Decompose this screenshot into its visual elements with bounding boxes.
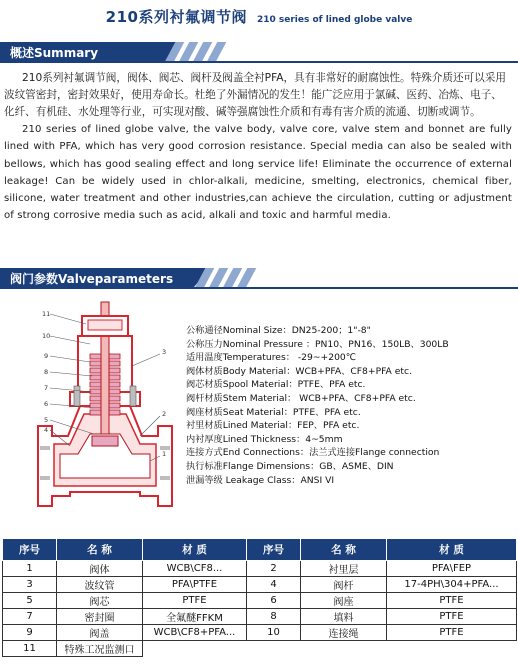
callout-label: 5 — [44, 416, 49, 424]
table-row — [3, 593, 517, 609]
cell-name: 波纹管 — [57, 577, 143, 593]
cell-no: 6 — [247, 593, 301, 609]
title-cn: 210系列衬氟调节阀 — [105, 8, 247, 26]
cell-name: 衬里层 — [301, 561, 387, 577]
col-header-name: 名 称 — [301, 539, 387, 561]
spec-end-connections: 连接方式End Connections：法兰式连接Flange connection — [186, 447, 440, 459]
cell-no: 9 — [3, 625, 57, 641]
cell-material: PTFE — [143, 593, 247, 609]
cell-name: 阀体 — [57, 561, 143, 577]
cell-material: WCB\CF8... — [143, 561, 247, 577]
cell-name: 连接绳 — [301, 625, 387, 641]
cell-material: WCB\CF8+PFA... — [143, 625, 247, 641]
summary-cn: 210系列衬氟调节阀，阀体、阀芯、阀杆及阀盖全衬PFA，具有非常好的耐腐蚀性。特殊介质还可以采用波纹管密封，密封效果好，使用寿命长。杜绝了外漏情况的发生！能广泛应用于氯碱、医药、冶炼、电子、化纤、有机硅、水处理等行业，可实现对酸、碱等强腐蚀性介质和有毒有害介质的流通、切断或调节。 — [4, 72, 506, 118]
table-row — [3, 625, 517, 641]
col-header-name: 名 称 — [57, 539, 143, 561]
cell-no: 2 — [247, 561, 301, 577]
spec-stem-material: 阀杆材质Stem Material： WCB+PFA、CF8+PFA etc. — [186, 392, 416, 404]
spec-lined-material: 衬里材质Lined Material：FEP、PFA etc. — [186, 420, 360, 432]
spec-lined-thickness: 内衬厚度Lined Thickness：4~5mm — [186, 433, 343, 445]
page-title — [0, 6, 518, 32]
cell-name: 阀座 — [301, 593, 387, 609]
cell-no: 8 — [247, 609, 301, 625]
callout-label: 6 — [44, 400, 49, 408]
cell-no: 11 — [3, 641, 57, 657]
callout-label: 8 — [44, 368, 49, 376]
params-label: 阀门参数Valveparameters — [10, 272, 174, 286]
callout-label: 3 — [162, 348, 167, 356]
parts-table — [2, 538, 517, 657]
cell-no: 7 — [3, 609, 57, 625]
cell-material: 全氟醚FFKM — [143, 609, 247, 625]
cell-empty — [247, 641, 301, 657]
cell-no: 3 — [3, 577, 57, 593]
cell-name: 阀杆 — [301, 577, 387, 593]
spec-flange-dimensions: 执行标准Flange Dimensions：GB、ASME、DIN — [186, 460, 394, 472]
cell-name: 密封圈 — [57, 609, 143, 625]
spec-seat-material: 阀座材质Seat Material：PTFE、PFA etc. — [186, 406, 361, 418]
cell-no: 10 — [247, 625, 301, 641]
table-row — [3, 577, 517, 593]
col-header-no: 序号 — [247, 539, 301, 561]
cell-name: 特殊工况监测口 — [57, 641, 143, 657]
callout-label: 11 — [42, 310, 51, 318]
callout-label: 9 — [44, 352, 49, 360]
cell-material: 17-4PH\304+PFA... — [387, 577, 517, 593]
params-section-header — [0, 268, 518, 288]
summary-en: 210 series of lined globe valve, the valve body, valve core, valve stem and bonnet are fully lined with PFA, which has very good corrosion resistance. Special media can also be sealed with bellows, which has good sealing effect and long service life! Eliminate the occurrence of external leakage! Can be widely used in chlor-alkali, medicine, smelting, electronics, chemical fiber, silicone, water treatment and other industries,can achieve the circulation, cutting or adjustment of strong corrosive media such as acid, alkali and toxic and harmful media. — [4, 124, 512, 222]
summary-section-header — [0, 42, 518, 62]
cell-name: 阀芯 — [57, 593, 143, 609]
cell-name: 填料 — [301, 609, 387, 625]
cell-material: PTFE — [387, 625, 517, 641]
cell-no: 4 — [247, 577, 301, 593]
table-row — [3, 609, 517, 625]
callout-label: 4 — [44, 426, 49, 434]
cell-material: PFA\PTFE — [143, 577, 247, 593]
cell-no: 1 — [3, 561, 57, 577]
cell-name: 阀盖 — [57, 625, 143, 641]
table-row — [3, 561, 517, 577]
cell-material: PFA\FEP — [387, 561, 517, 577]
spec-list — [186, 324, 506, 487]
summary-text — [4, 70, 512, 225]
table-header-row — [3, 539, 517, 561]
spec-body-material: 阀体材质Body Material：WCB+PFA、CF8+PFA etc. — [186, 365, 412, 377]
table-row — [3, 641, 517, 657]
cell-material: PTFE — [387, 609, 517, 625]
cell-empty — [143, 641, 247, 657]
cell-material: PTFE — [387, 593, 517, 609]
cell-empty — [387, 641, 517, 657]
spec-nominal-pressure: 公称压力Nominal Pressure ：PN10、PN16、150LB、300LB — [186, 338, 449, 350]
cell-empty — [301, 641, 387, 657]
callout-label: 10 — [42, 332, 51, 340]
col-header-material: 材 质 — [387, 539, 517, 561]
section-divider — [0, 61, 518, 63]
summary-label: 概述Summary — [10, 46, 99, 60]
title-en: 210 series of lined globe valve — [256, 15, 413, 25]
callout-label: 7 — [44, 384, 49, 392]
cell-no: 5 — [3, 593, 57, 609]
col-header-no: 序号 — [3, 539, 57, 561]
col-header-material: 材 质 — [143, 539, 247, 561]
valve-cross-section-diagram — [30, 296, 180, 518]
callout-label: 2 — [162, 410, 167, 418]
spec-spool-material: 阀芯材质Spool Material：PTFE、PFA etc. — [186, 379, 366, 391]
spec-leakage-class: 泄漏等级 Leakage Class：ANSI VI — [186, 474, 335, 486]
callout-label: 1 — [162, 450, 167, 458]
spec-nominal-size: 公称通径Nominal Size：DN25-200；1"-8" — [186, 325, 371, 336]
section-divider — [0, 287, 518, 289]
spec-temperature: 适用温度Temperatures： -29~+200℃ — [186, 352, 357, 364]
